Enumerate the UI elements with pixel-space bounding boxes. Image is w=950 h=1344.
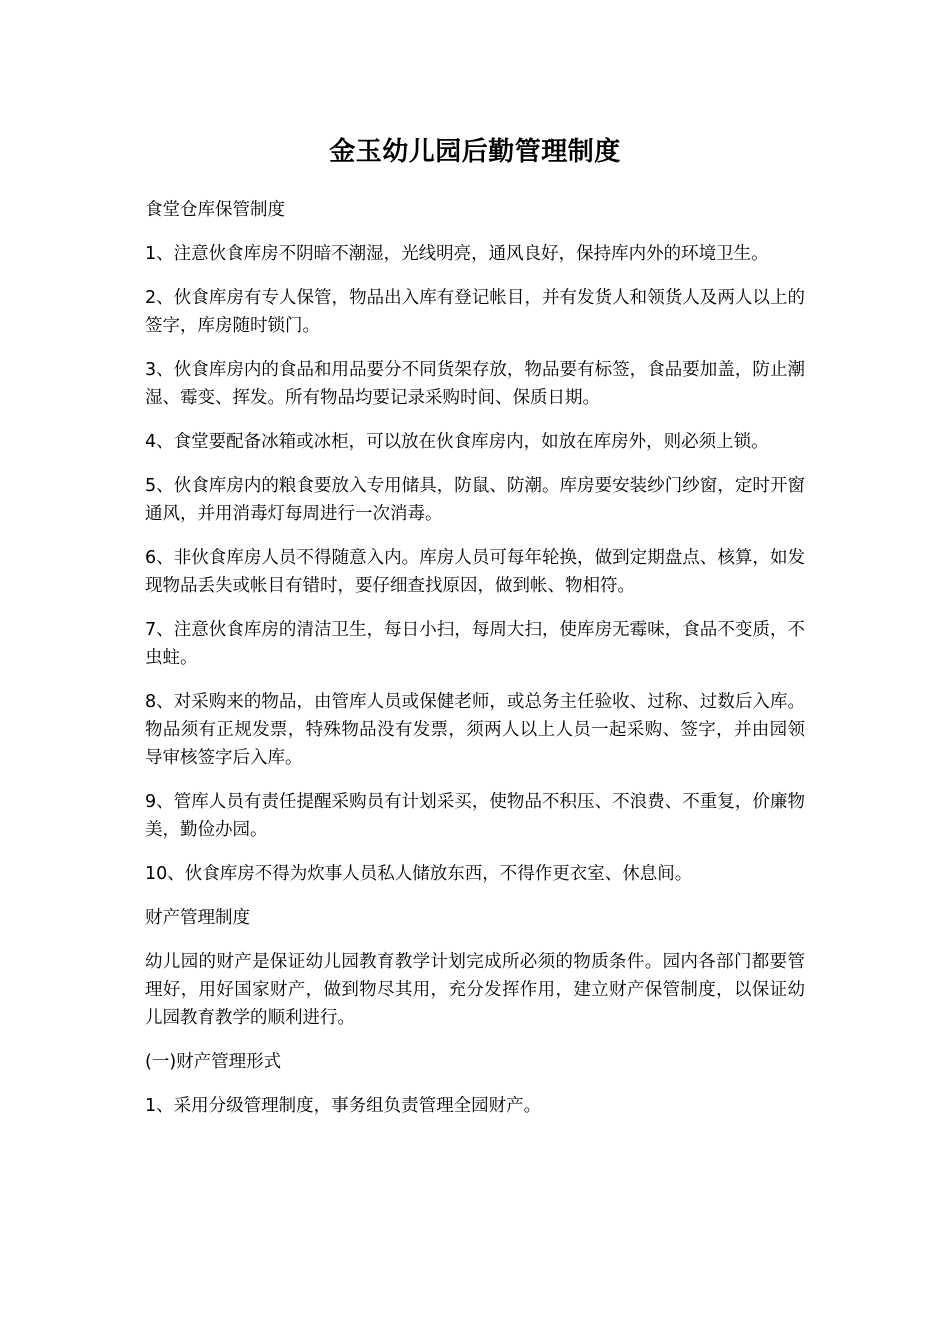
document-title: 金玉幼儿园后勤管理制度 <box>329 137 621 167</box>
document-body <box>145 196 805 1136</box>
paragraph: 9、管库人员有责任提醒采购员有计划采买，使物品不积压、不浪费、不重复，价廉物美，勤俭办园。 <box>145 792 805 840</box>
paragraph: 10、伙食库房不得为炊事人员私人储放东西，不得作更衣室、休息间。 <box>145 864 693 884</box>
paragraph: 幼儿园的财产是保证幼儿园教育教学计划完成所必须的物质条件。园内各部门都要管理好，用好国家财产，做到物尽其用，充分发挥作用，建立财产保管制度，以保证幼儿园教育教学的顺利进行。 <box>145 952 805 1028</box>
paragraph: 8、对采购来的物品，由管库人员或保健老师，或总务主任验收、过称、过数后入库。物品须有正规发票，特殊物品没有发票，须两人以上人员一起采购、签字，并由园领导审核签字后入库。 <box>145 692 805 768</box>
paragraph: 5、伙食库房内的粮食要放入专用储具，防鼠、防潮。库房要安装纱门纱窗，定时开窗通风，并用消毒灯每周进行一次消毒。 <box>145 476 805 524</box>
paragraph: 7、注意伙食库房的清洁卫生，每日小扫，每周大扫，使库房无霉味，食品不变质，不虫蛀。 <box>145 620 805 668</box>
paragraph: 2、伙食库房有专人保管，物品出入库有登记帐目，并有发货人和领货人及两人以上的签字，库房随时锁门。 <box>145 288 805 336</box>
paragraph: 1、采用分级管理制度，事务组负责管理全园财产。 <box>145 1096 542 1116</box>
section-heading: 财产管理制度 <box>145 908 250 928</box>
paragraph: 1、注意伙食库房不阴暗不潮湿，光线明亮，通风良好，保持库内外的环境卫生。 <box>145 244 769 264</box>
paragraph: 4、食堂要配备冰箱或冰柜，可以放在伙食库房内，如放在库房外，则必须上锁。 <box>145 432 769 452</box>
paragraph: 3、伙食库房内的食品和用品要分不同货架存放，物品要有标签，食品要加盖，防止潮湿、霉变、挥发。所有物品均要记录采购时间、保质日期。 <box>145 360 805 408</box>
section-heading: 食堂仓库保管制度 <box>145 200 285 220</box>
paragraph: 6、非伙食库房人员不得随意入内。库房人员可每年轮换，做到定期盘点、核算，如发现物品丢失或帐目有错时，要仔细查找原因，做到帐、物相符。 <box>145 548 805 596</box>
section-heading: (一)财产管理形式 <box>145 1052 282 1072</box>
